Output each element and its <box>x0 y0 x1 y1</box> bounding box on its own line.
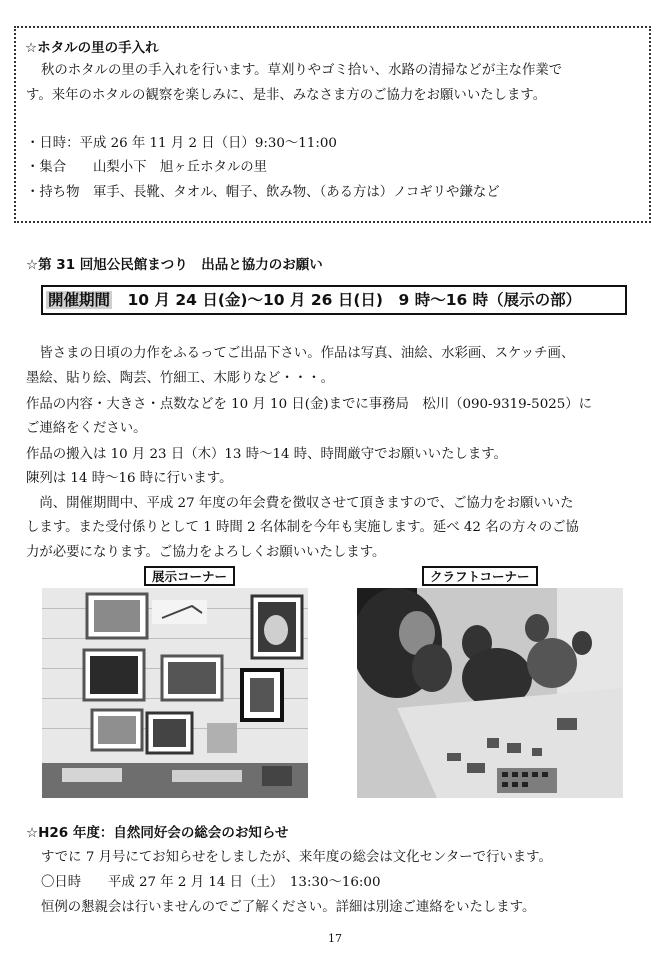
firefly-date-item: ・日時：平成 26 年 11 月 2 日（日）9:30～11:00 <box>26 136 337 151</box>
nature-club-body-line: 恒例の懇親会は行いませんのでご了解ください。詳細は別途ご連絡をいたします。 <box>41 900 536 915</box>
festival-body-line: します。また受付係りとして 1 時間 2 名体制を今年も実施します。延べ 42 名の方々のご協 <box>26 520 579 535</box>
firefly-belongings-item: ・持ち物 軍手、長靴、タオル、帽子、飲み物、（ある方は）ノコギリや鎌など <box>26 185 500 200</box>
festival-body-line: 陳列は 14 時～16 時に行います。 <box>26 471 233 486</box>
nature-club-date-line: 〇日時 平成 27 年 2 月 14 日（土） 13:30～16:00 <box>41 875 381 890</box>
page-number: 17 <box>328 932 342 945</box>
craft-corner-caption: クラフトコーナー <box>422 566 538 586</box>
nature-club-section-title: ☆H26 年度：自然同好会の総会のお知らせ <box>26 825 289 841</box>
festival-body-line: 尚、開催期間中、平成 27 年度の年会費を徴収させて頂きますので、ご協力をお願いいた <box>26 496 574 511</box>
period-label: 開催期間 <box>48 291 111 309</box>
period-text: 10 月 24 日(金)～10 月 26 日(日) 9 時～16 時（展示の部） <box>112 291 582 309</box>
festival-section-title: ☆第 31 回旭公民館まつり 出品と協力のお願い <box>26 257 323 273</box>
festival-body-line: 墨絵、貼り絵、陶芸、竹細工、木彫りなど・・・。 <box>26 371 334 386</box>
festival-body-line: 作品の内容・大きさ・点数などを 10 月 10 日(金)までに事務局 松川（090-9319-5025）に <box>26 397 593 412</box>
firefly-body-line: す。来年のホタルの観察を楽しみに、是非、みなさま方のご協力をお願いいたします。 <box>26 88 547 103</box>
festival-body-line: ご連絡をください。 <box>26 421 147 436</box>
festival-body-line: 皆さまの日頃の力作をふるってご出品下さい。作品は写真、油絵、水彩画、スケッチ画、 <box>26 346 575 361</box>
festival-body-line: 作品の搬入は 10 月 23 日（木）13 時～14 時、時間厳守でお願いいたします。 <box>26 447 507 462</box>
exhibition-corner-photo <box>42 588 308 798</box>
nature-club-body-line: すでに 7 月号にてお知らせをしましたが、来年度の総会は文化センターで行います。 <box>41 850 552 865</box>
exhibition-corner-caption: 展示コーナー <box>144 566 235 586</box>
festival-period-box <box>41 285 627 315</box>
firefly-meeting-item: ・集合 山梨小下 旭ヶ丘ホタルの里 <box>26 160 268 175</box>
firefly-body-line: 秋のホタルの里の手入れを行います。草刈りやゴミ拾い、水路の清掃などが主な作業で <box>41 63 563 78</box>
firefly-section-title: ☆ホタルの里の手入れ <box>25 40 159 56</box>
craft-corner-photo <box>357 588 623 798</box>
festival-body-line: 力が必要になります。ご協力をよろしくお願いいたします。 <box>26 545 386 560</box>
